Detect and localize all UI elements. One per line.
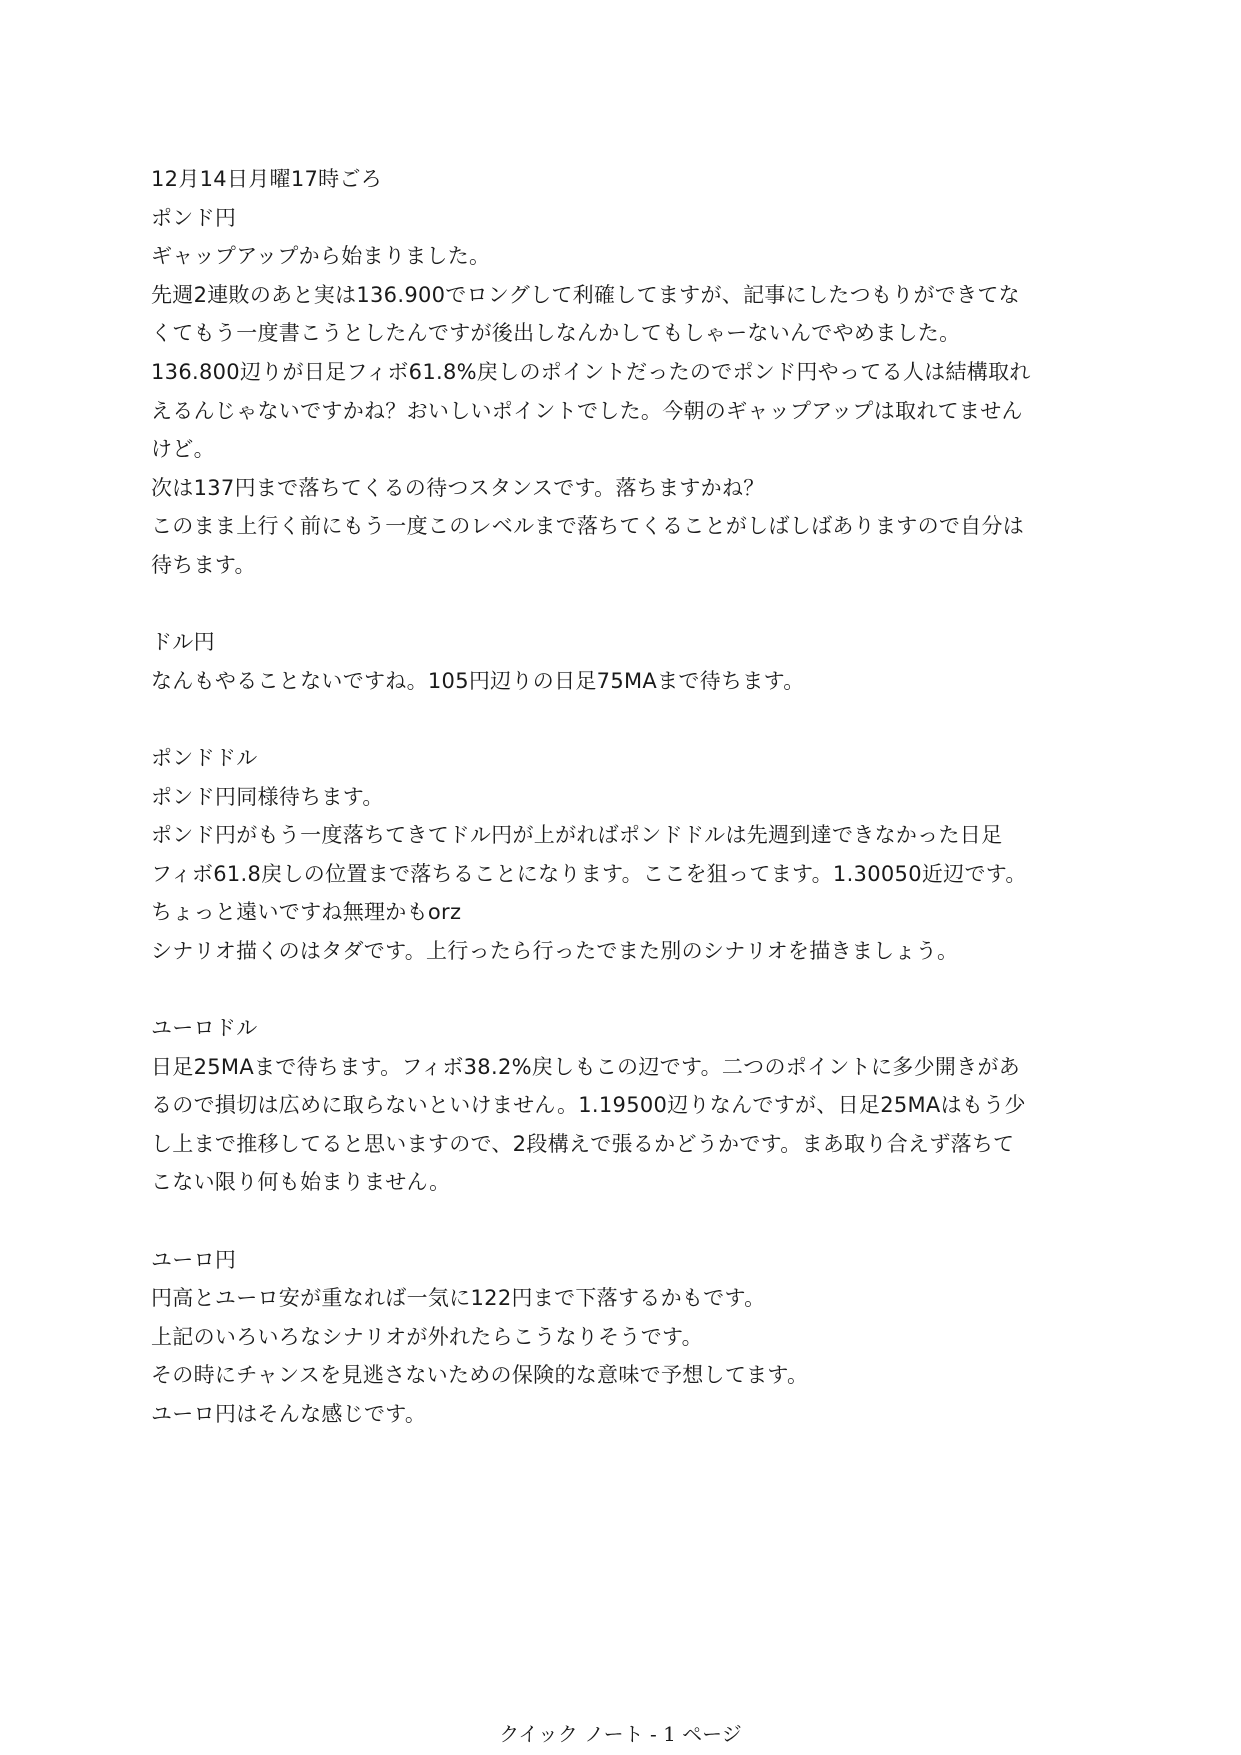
text-line: ポンド円がもう一度落ちてきてドル円が上がればポンドドルは先週到達できなかった日足 xyxy=(151,823,1003,848)
text-line: このまま上行く前にもう一度このレベルまで落ちてくることがしばしばありますので自分は xyxy=(151,514,1025,539)
text-line: こない限り何も始まりません。 xyxy=(151,1170,451,1195)
blank-line xyxy=(151,700,1101,739)
text-line: えるんじゃないですかね？おいしいポイントでした。今朝のギャップアップは取れてません xyxy=(151,398,1023,423)
blank-line xyxy=(151,585,1101,624)
text-line: 先週2連敗のあと実は136.900でロングして利確してますが、記事にしたつもりができてな xyxy=(151,282,1020,307)
text-line: ポンド円同様待ちます。 xyxy=(151,784,384,809)
text-line: ポンドドル xyxy=(151,745,258,770)
note-body xyxy=(151,160,1101,1434)
text-line: 136.800辺りが日足フィボ61.8%戻しのポイントだったのでポンド円やってる人は結構取れ xyxy=(151,359,1031,384)
text-line: るので損切は広めに取らないといけません。1.19500辺りなんですが、日足25MAはもう少 xyxy=(151,1093,1026,1118)
blank-line xyxy=(151,1202,1101,1241)
text-line: 次は137円まで落ちてくるの待つスタンスです。落ちますかね？ xyxy=(151,475,765,500)
text-line: けど。 xyxy=(151,437,215,462)
text-line: ちょっと遠いですね無理かもorz xyxy=(151,900,462,925)
text-line: 日足25MAまで待ちます。フィボ38.2%戻しもこの辺です。二つのポイントに多少開きがあ xyxy=(151,1054,1021,1079)
text-line: 12月14日月曜17時ごろ xyxy=(151,167,383,191)
text-line: なんもやることないですね。105円辺りの日足75MAまで待ちます。 xyxy=(151,668,805,693)
text-line: ギャップアップから始まりました。 xyxy=(151,244,491,269)
page-footer: クイック ノート - 1 ページ xyxy=(499,1722,742,1746)
text-line: くてもう一度書こうとしたんですが後出しなんかしてもしゃーないんでやめました。 xyxy=(151,321,961,346)
text-line: ユーロドル xyxy=(151,1016,258,1041)
text-line: ドル円 xyxy=(151,630,215,655)
text-line: 待ちます。 xyxy=(151,552,256,577)
text-line: 上記のいろいろなシナリオが外れたらこうなりそうです。 xyxy=(151,1324,703,1349)
text-line: その時にチャンスを見逃さないための保険的な意味で予想してます。 xyxy=(151,1363,809,1388)
text-line: ポンド円 xyxy=(151,205,237,230)
text-line: フィボ61.8戻しの位置まで落ちることになります。ここを狙ってます。1.30050近辺です。 xyxy=(151,861,1027,886)
text-line: ユーロ円 xyxy=(151,1247,237,1272)
text-line: し上まで推移してると思いますので、2段構えで張るかどうかです。まあ取り合えず落ちて xyxy=(151,1131,1015,1156)
text-line: 円高とユーロ安が重なれば一気に122円まで下落するかもです。 xyxy=(151,1286,766,1311)
text-line: ユーロ円はそんな感じです。 xyxy=(151,1402,427,1426)
blank-line xyxy=(151,970,1101,1009)
text-line: シナリオ描くのはタダです。上行ったら行ったでまた別のシナリオを描きましょう。 xyxy=(151,938,959,963)
